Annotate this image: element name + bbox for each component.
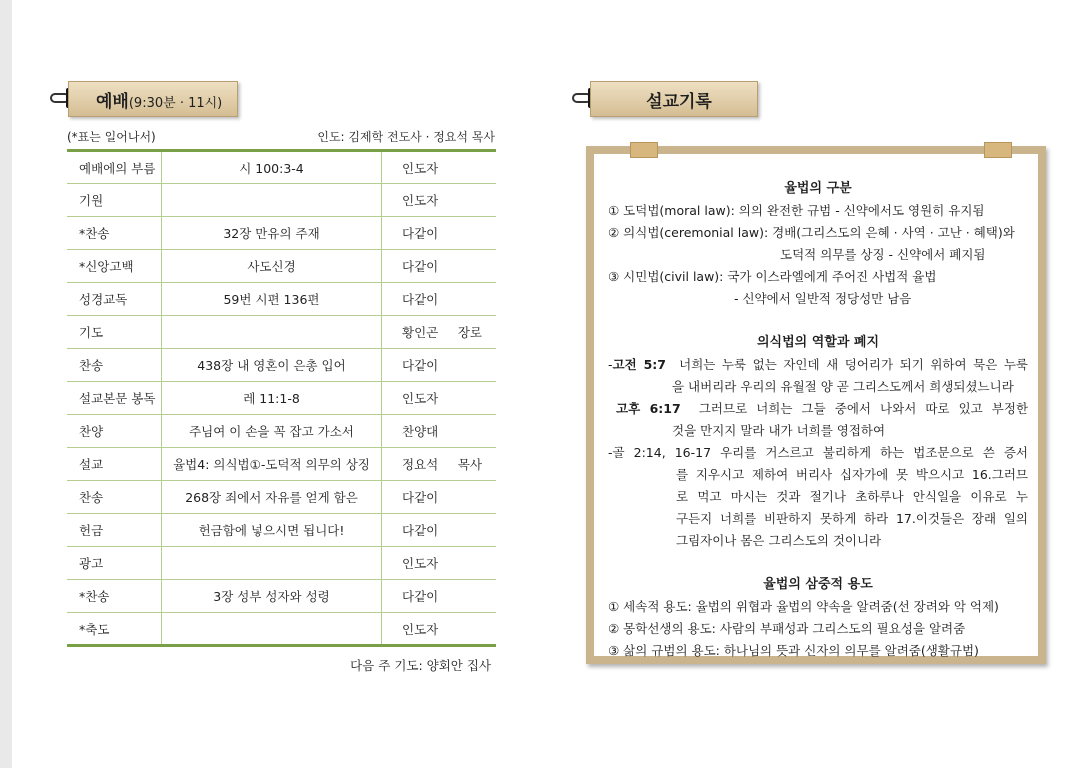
worship-row <box>67 613 496 646</box>
order-item: 성경교독 <box>79 292 128 307</box>
order-item-cell <box>67 448 162 481</box>
order-item: *찬송 <box>79 226 110 241</box>
order-leader-cell <box>382 481 497 514</box>
order-item: 설교 <box>79 457 104 472</box>
law-division-item: ① 도덕법(moral law): 의의 완전한 규범 - 신약에서도 영원히 유지됨 <box>608 203 985 218</box>
tape-icon <box>984 142 1012 158</box>
order-content: 시 100:3-4 <box>162 151 382 184</box>
order-leader: 다같이 <box>402 589 439 604</box>
order-leader-cell <box>382 382 497 415</box>
order-leader: 다같이 <box>402 259 439 274</box>
scripture-ref: 고전 5:7 <box>612 357 666 372</box>
worship-row <box>67 283 496 316</box>
order-item-cell <box>67 316 162 349</box>
order-item: 찬양 <box>79 424 104 439</box>
law-division-item: ② 의식법(ceremonial law): 경배(그리스도의 은혜 · 사역 · 고난 · 혜택)와 <box>608 225 1015 240</box>
scripture-line: -고전 5:7 너희는 누룩 없는 자인데 새 덩어리가 되기 위하여 묵은 누룩 <box>608 357 1028 372</box>
order-item-cell <box>67 613 162 646</box>
order-leader: 인도자 <box>402 160 439 176</box>
order-item: *신앙고백 <box>79 259 134 274</box>
order-leader-cell <box>382 184 497 217</box>
law-use-item: ① 세속적 용도: 율법의 위협과 율법의 약속을 알려줌(선 장려와 악 억제) <box>608 599 999 614</box>
order-item-cell <box>67 184 162 217</box>
order-leader-cell <box>382 250 497 283</box>
order-leader: 찬양대 <box>402 424 439 439</box>
tape-icon <box>630 142 658 158</box>
order-leader: 다같이 <box>402 358 439 373</box>
order-content: 율법4: 의식법①-도덕적 의무의 상징 <box>162 448 382 481</box>
worship-row <box>67 151 496 184</box>
order-content: 사도신경 <box>162 250 382 283</box>
worship-row <box>67 382 496 415</box>
scripture-line: 고후 6:17 그러므로 너희는 그들 중에서 나와서 따로 있고 부정한 <box>616 401 1028 416</box>
scripture-line: -골 2:14, 16-17 우리를 거스르고 불리하게 하는 법조문으로 쓴 증서 <box>608 445 1028 460</box>
order-content: 438장 내 영혼이 은총 입어 <box>162 349 382 382</box>
order-content: 3장 성부 성자와 성령 <box>162 580 382 613</box>
page-edge <box>0 0 12 768</box>
order-content: 레 11:1-8 <box>162 382 382 415</box>
sermon-record-title: 설교기록 <box>646 91 712 112</box>
order-item-cell <box>67 283 162 316</box>
worship-row <box>67 580 496 613</box>
order-item: 설교본문 봉독 <box>79 391 156 406</box>
order-item-cell <box>67 481 162 514</box>
order-item-cell <box>67 580 162 613</box>
order-leader: 인도자 <box>402 556 439 571</box>
order-content: 주님여 이 손을 꼭 잡고 가소서 <box>162 415 382 448</box>
next-week-prayer: 다음 주 기도: 양회안 집사 <box>350 658 491 673</box>
order-leader-cell <box>382 415 497 448</box>
order-leader-cell <box>382 547 497 580</box>
worship-title: 예배(9:30분 · 11시) <box>96 91 223 112</box>
order-item-cell <box>67 382 162 415</box>
order-item: 광고 <box>79 556 104 571</box>
order-content <box>162 184 382 217</box>
scripture-ref: 고후 6:17 <box>616 401 681 416</box>
order-leader-cell <box>382 151 497 184</box>
stand-note: (*표는 일어나서) <box>67 130 156 144</box>
worship-row <box>67 448 496 481</box>
sermon-record-content <box>594 154 1038 656</box>
scripture-cont: 로 먹고 마시는 것과 절기나 초하루나 안식일을 이유로 누 <box>676 489 1028 504</box>
order-item: 헌금 <box>79 523 104 538</box>
worship-row <box>67 349 496 382</box>
order-leader-cell <box>382 613 497 646</box>
order-item-cell <box>67 415 162 448</box>
section-heading: 율법의 삼중적 용도 <box>763 577 873 592</box>
order-item: 찬송 <box>79 490 104 505</box>
order-content: 헌금함에 넣으시면 됩니다! <box>162 514 382 547</box>
order-content <box>162 547 382 580</box>
scripture-cont: 을 내버리라 우리의 유월절 양 곧 그리스도께서 희생되셨느니라 <box>672 379 1014 394</box>
order-content: 59번 시편 136편 <box>162 283 382 316</box>
order-leader: 정요석 목사 <box>402 457 482 472</box>
order-leader: 다같이 <box>402 292 439 307</box>
order-leader: 황인곤 장로 <box>402 325 482 340</box>
worship-row <box>67 316 496 349</box>
worship-row <box>67 415 496 448</box>
order-item-cell <box>67 151 162 184</box>
order-leader-cell <box>382 580 497 613</box>
order-leader: 다같이 <box>402 490 439 505</box>
scripture-cont: 구든지 너희를 비판하지 못하게 하라 17.이것들은 장래 일의 <box>676 511 1028 526</box>
sermon-record-tab <box>590 81 758 117</box>
order-leader: 인도자 <box>402 193 439 208</box>
order-item: 예배에의 부름 <box>79 160 156 176</box>
order-content <box>162 316 382 349</box>
law-division-item: ③ 시민법(civil law): 국가 이스라엘에게 주어진 사법적 율법 <box>608 269 937 284</box>
order-item: 기도 <box>79 325 104 340</box>
law-division-item-cont: - 신약에서 일반적 정당성만 남음 <box>734 291 912 306</box>
order-leader-cell <box>382 217 497 250</box>
order-content <box>162 613 382 646</box>
worship-order-table <box>67 149 496 647</box>
order-item: *축도 <box>79 621 110 637</box>
worship-leaders: 인도: 김제학 전도사 · 정요석 목사 <box>317 130 495 144</box>
order-item-cell <box>67 514 162 547</box>
order-leader: 인도자 <box>402 391 439 406</box>
law-division-item-cont: 도덕적 의무를 상징 - 신약에서 폐지됨 <box>780 247 986 262</box>
worship-row <box>67 217 496 250</box>
order-leader: 다같이 <box>402 523 439 538</box>
order-item: *찬송 <box>79 589 110 604</box>
order-content: 268장 죄에서 자유를 얻게 함은 <box>162 481 382 514</box>
order-leader-cell <box>382 283 497 316</box>
worship-row <box>67 547 496 580</box>
worship-row <box>67 184 496 217</box>
sermon-record-box <box>586 146 1046 664</box>
order-leader-cell <box>382 514 497 547</box>
order-item: 기원 <box>79 193 104 208</box>
worship-tab <box>68 81 238 117</box>
law-use-item: ③ 삶의 규범의 용도: 하나님의 뜻과 신자의 의무를 알려줌(생활규범) <box>608 643 979 658</box>
order-leader-cell <box>382 448 497 481</box>
section-heading: 율법의 구분 <box>784 181 852 196</box>
order-content: 32장 만유의 주재 <box>162 217 382 250</box>
order-item-cell <box>67 217 162 250</box>
law-use-item: ② 몽학선생의 용도: 사람의 부패성과 그리스도의 필요성을 알려줌 <box>608 621 966 636</box>
scripture-cont: 것을 만지지 말라 내가 너희를 영접하여 <box>672 423 886 438</box>
order-item-cell <box>67 250 162 283</box>
order-item: 찬송 <box>79 358 104 373</box>
order-leader-cell <box>382 316 497 349</box>
worship-row <box>67 250 496 283</box>
order-leader-cell <box>382 349 497 382</box>
worship-row <box>67 514 496 547</box>
order-leader: 인도자 <box>402 621 439 637</box>
worship-info-row <box>67 128 495 145</box>
section-heading: 의식법의 역할과 폐지 <box>756 335 880 350</box>
worship-row <box>67 481 496 514</box>
scripture-cont: 를 지우시고 제하여 버리사 십자가에 못 박으시고 16.그러므 <box>676 467 1028 482</box>
order-item-cell <box>67 349 162 382</box>
order-item-cell <box>67 547 162 580</box>
order-leader: 다같이 <box>402 226 439 241</box>
scripture-cont: 그림자이나 몸은 그리스도의 것이니라 <box>676 533 882 548</box>
